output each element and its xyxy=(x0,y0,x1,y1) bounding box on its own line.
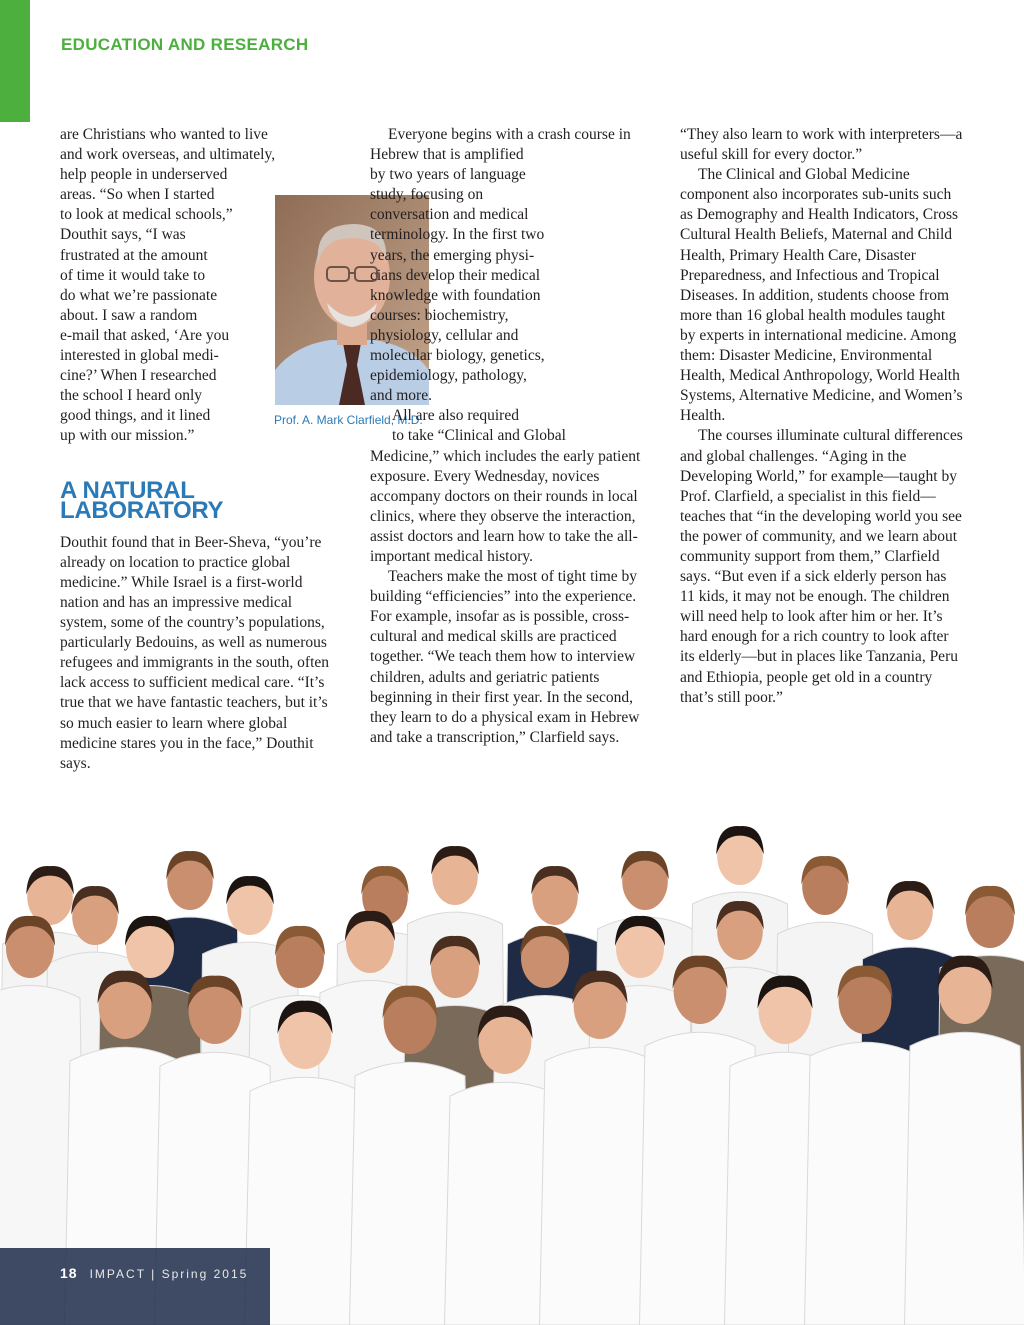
photo-caption: Prof. A. Mark Clarfield, M.D. xyxy=(274,413,423,427)
publication-name: IMPACT | Spring 2015 xyxy=(89,1267,249,1281)
intro-line: areas. “So when I started xyxy=(60,186,215,204)
paragraph-clinical-wrapped xyxy=(370,406,654,446)
paragraph-interpreters: “They also learn to work with interpreters—a useful skill for every doctor.” xyxy=(680,126,963,164)
paragraph-sub-units: The Clinical and Global Medicine component also incorporates sub-units such as Demography and Health Indicators, Cross Cultural Health Beliefs, Maternal and Child Health, Primary Health Care, Disaster Preparedness, and Infectious and Tropical Diseases. In addition, students choose from more than 16 global health modules taught by experts in international medicine. Among them: Disaster Medicine, Environmental Health, Medical Anthropology, World Health Systems, Alternative Medicine, and Women’s Health. xyxy=(680,166,963,425)
hebrew-line: years, the emerging physi- xyxy=(370,246,535,264)
intro-line: do what we’re passionate xyxy=(60,286,218,304)
paragraph-aging: The courses illuminate cultural differences and global challenges. “Aging in the Developing World,” for example—taught by Prof. Clarfield, a specialist in this field—teaches that “in the developing world you see the power of community, and we learn about community support from them,” Clarfield says. “But even if a sick elderly person has 11 kids, it may not be enough. The children will need help to look after him or her. It’s hard enough for a rich country to look after its elderly—but in places like Tanzania, Peru and Ethiopia, people get old in a country that’s still poor.” xyxy=(680,427,963,706)
intro-line: are Christians who wanted to live xyxy=(60,126,268,143)
intro-line: and work overseas, and ultimately, xyxy=(60,146,276,164)
footer-backdrop xyxy=(0,1248,270,1325)
paragraph-hebrew-wrapped xyxy=(370,165,654,406)
person-body xyxy=(905,1032,1024,1325)
intro-line: cine?’ When I researched xyxy=(60,367,217,385)
hebrew-line: courses: biochemistry, xyxy=(370,306,509,324)
intro-line: of time it would take to xyxy=(60,266,206,284)
hebrew-line: conversation and medical xyxy=(370,206,529,224)
paragraph-natural-laboratory: Douthit found that in Beer-Sheva, “you’re already on location to practice global medicine.” While Israel is a first-world nation and has an impressive medical system, some of the country’s populations, particularly Bedouins, as well as numerous refugees and immigrants in the south, often lack access to sufficient medical care. “It’s true that we have fantastic teachers, but it’s so much easier to learn where global medicine stares you in the face,” Douthit says. xyxy=(60,533,330,772)
paragraph-clinical-rest: Medicine,” which includes the early patient exposure. Every Wednesday, novices accompany doctors on their rounds in local clinics, where they observe the interaction, assist doctors and learn how to take the all-important medical history. xyxy=(370,447,641,565)
hebrew-line: by two years of language xyxy=(370,166,526,184)
hebrew-line: physiology, cellular and xyxy=(370,326,519,344)
section-color-bar xyxy=(0,0,30,122)
intro-line: help people in underserved xyxy=(60,166,228,184)
paragraph-hebrew-top: Everyone begins with a crash course in Hebrew that is amplified xyxy=(370,126,631,164)
clinical-line: All are also required xyxy=(392,407,519,425)
hebrew-line: terminology. In the first two xyxy=(370,226,545,244)
section-label: EDUCATION AND RESEARCH xyxy=(61,35,309,54)
article-column-3 xyxy=(680,125,964,708)
hebrew-line: study, focusing on xyxy=(370,186,484,204)
intro-line: interested in global medi- xyxy=(60,347,219,365)
hebrew-line: knowledge with foundation xyxy=(370,286,541,304)
intro-line: good things, and it lined xyxy=(60,407,211,425)
hebrew-line: cians develop their medical xyxy=(370,266,541,284)
page-number: 18 xyxy=(60,1265,78,1281)
intro-line: Douthit says, “I was xyxy=(60,226,186,244)
intro-line: e-mail that asked, ‘Are you xyxy=(60,326,230,344)
hebrew-line: and more. xyxy=(370,387,432,405)
section-heading: A NATURAL LABORATORY xyxy=(60,476,224,524)
intro-line: up with our mission.” xyxy=(60,427,195,445)
intro-line: frustrated at the amount xyxy=(60,246,208,264)
paragraph-efficiencies: Teachers make the most of tight time by building “efficiencies” into the experience. For example, insofar as is possible, cross-cultural and medical skills are practiced together. “We teach them how to interview children, adults and geriatric patients beginning in their first year. In the second, they learn to do a physical exam in Hebrew and take a transcription,” Clarfield says. xyxy=(370,568,640,746)
group-photo xyxy=(0,808,1024,1325)
page-footer xyxy=(60,1265,248,1281)
hebrew-line: epidemiology, pathology, xyxy=(370,367,527,385)
intro-line: about. I saw a random xyxy=(60,306,198,324)
group-photo-illustration xyxy=(0,808,1024,1325)
intro-line: the school I heard only xyxy=(60,387,203,405)
article-column-2 xyxy=(370,125,654,748)
hebrew-line: molecular biology, genetics, xyxy=(370,347,545,365)
intro-line: to look at medical schools,” xyxy=(60,206,233,224)
clinical-line: to take “Clinical and Global xyxy=(392,427,566,445)
